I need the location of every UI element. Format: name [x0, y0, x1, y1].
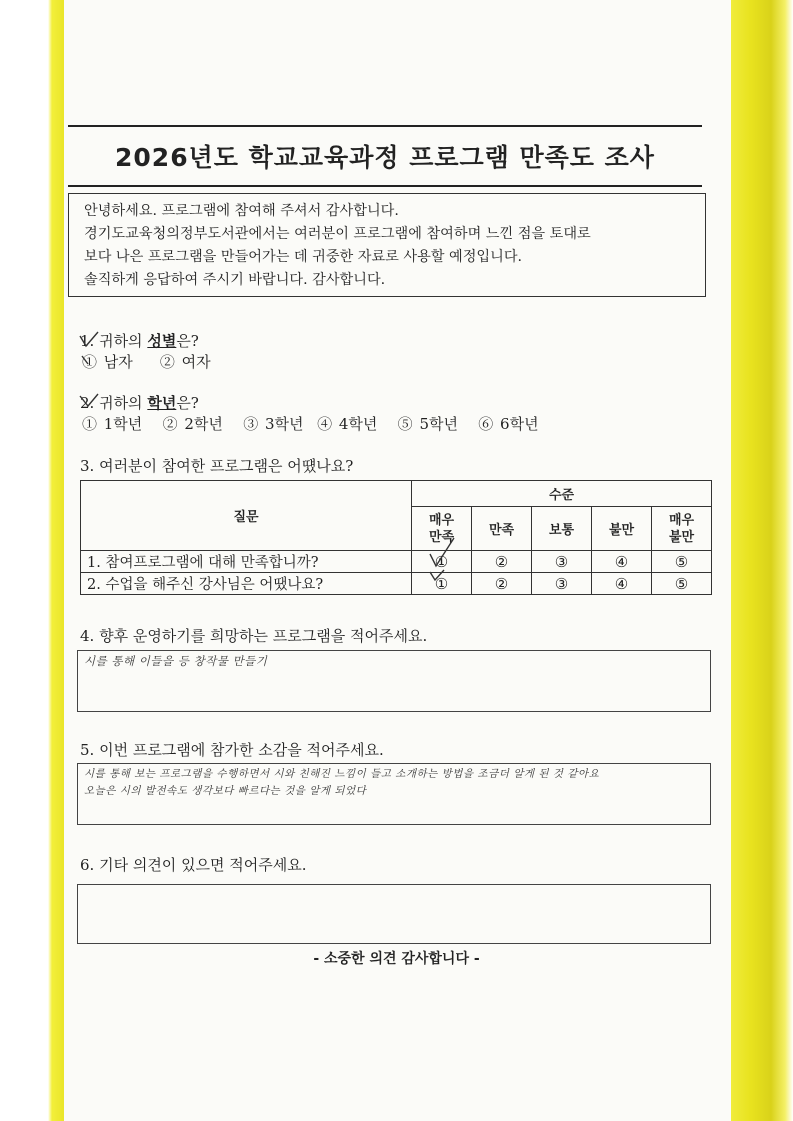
q5-handwritten-line: 시를 통해 보는 프로그램을 수행하면서 시와 친해진 느낌이 들고 소개하는 방법을 조금더 알게 된 것 같아요 — [84, 768, 600, 780]
row2-mark-3[interactable]: ③ — [532, 573, 592, 595]
q1-prefix: 1. 귀하의 — [80, 332, 148, 350]
q6-answer-box[interactable] — [77, 884, 711, 944]
row1-mark-5[interactable]: ⑤ — [652, 551, 712, 573]
q2-keyword: 학년 — [147, 394, 177, 412]
q5-label: 5. 이번 프로그램에 참가한 소감을 적어주세요. — [80, 741, 384, 759]
q1-option-female[interactable]: ② 여자 — [159, 353, 211, 371]
q2-option-grade6[interactable]: ⑥ 6학년 — [478, 415, 539, 433]
survey-title-bar — [68, 125, 702, 187]
q2-prefix: 2. 귀하의 — [80, 394, 148, 412]
q1-suffix: 은? — [176, 332, 199, 350]
level-neutral: 보통 — [532, 507, 592, 551]
q4-label: 4. 향후 운영하기를 희망하는 프로그램을 적어주세요. — [80, 627, 428, 645]
intro-line: 안녕하세요. 프로그램에 참여해 주셔서 감사합니다. — [84, 203, 399, 219]
header-level: 수준 — [412, 481, 712, 507]
survey-title: 2026년도 학교교육과정 프로그램 만족도 조사 — [115, 143, 655, 172]
q2-option-grade4[interactable]: ④ 4학년 — [317, 415, 378, 433]
q1-option-male[interactable]: ① 남자 — [82, 353, 133, 371]
q4-answer-box[interactable] — [77, 650, 711, 712]
level-satisfied: 만족 — [472, 507, 532, 551]
q1-check-mark — [76, 330, 102, 370]
q5-answer-box[interactable] — [77, 763, 711, 825]
intro-line: 경기도교육청의정부도서관에서는 여러분이 프로그램에 참여하며 느낀 점을 토대로 — [84, 226, 591, 242]
row1-mark-3[interactable]: ③ — [532, 551, 592, 573]
q2-option-grade1[interactable]: ① 1학년 — [82, 415, 143, 433]
row1-mark-4[interactable]: ④ — [592, 551, 652, 573]
table-row — [81, 551, 712, 573]
q3-check-mark — [424, 534, 464, 584]
level-very-satisfied: 매우 만족 — [412, 507, 472, 551]
level-very-dissatisfied: 매우 불만 — [652, 507, 712, 551]
intro-box — [68, 193, 706, 297]
intro-line: 솔직하게 응답하여 주시기 바랍니다. 감사합니다. — [84, 272, 386, 288]
q5-handwritten-line: 오늘은 시의 발전속도 생각보다 빠르다는 것을 알게 되었다 — [84, 785, 367, 797]
q2-option-grade5[interactable]: ⑤ 5학년 — [397, 415, 458, 433]
q1-keyword: 성별 — [147, 332, 177, 350]
q4-handwritten-answer: 시를 통해 이들을 등 창작물 만들기 — [84, 654, 268, 668]
header-question: 질문 — [81, 481, 412, 551]
row2-mark-2[interactable]: ② — [472, 573, 532, 595]
intro-line: 보다 나은 프로그램을 만들어가는 데 귀중한 자료로 사용할 예정입니다. — [84, 249, 523, 265]
q2-option-grade2[interactable]: ② 2학년 — [162, 415, 223, 433]
row2-mark-5[interactable]: ⑤ — [652, 573, 712, 595]
row2-mark-1[interactable]: ① — [412, 573, 472, 595]
row2-mark-4[interactable]: ④ — [592, 573, 652, 595]
satisfaction-table — [80, 480, 712, 595]
q3-label: 3. 여러분이 참여한 프로그램은 어떘나요? — [80, 457, 354, 475]
level-dissatisfied: 불만 — [592, 507, 652, 551]
closing-message: - 소중한 의견 감사합니다 - — [313, 951, 480, 967]
q2-check-mark — [76, 392, 102, 416]
table-row — [81, 573, 712, 595]
row1-question: 1. 참여프로그램에 대해 만족합니까? — [81, 551, 412, 573]
q6-label: 6. 기타 의견이 있으면 적어주세요. — [80, 856, 307, 874]
q2-options — [82, 413, 539, 434]
row1-mark-2[interactable]: ② — [472, 551, 532, 573]
row2-question: 2. 수업을 해주신 강사님은 어땠나요? — [81, 573, 412, 595]
row1-mark-1[interactable]: ① — [412, 551, 472, 573]
q2-option-grade3[interactable]: ③ 3학년 — [243, 415, 304, 433]
q2-suffix: 은? — [176, 394, 199, 412]
